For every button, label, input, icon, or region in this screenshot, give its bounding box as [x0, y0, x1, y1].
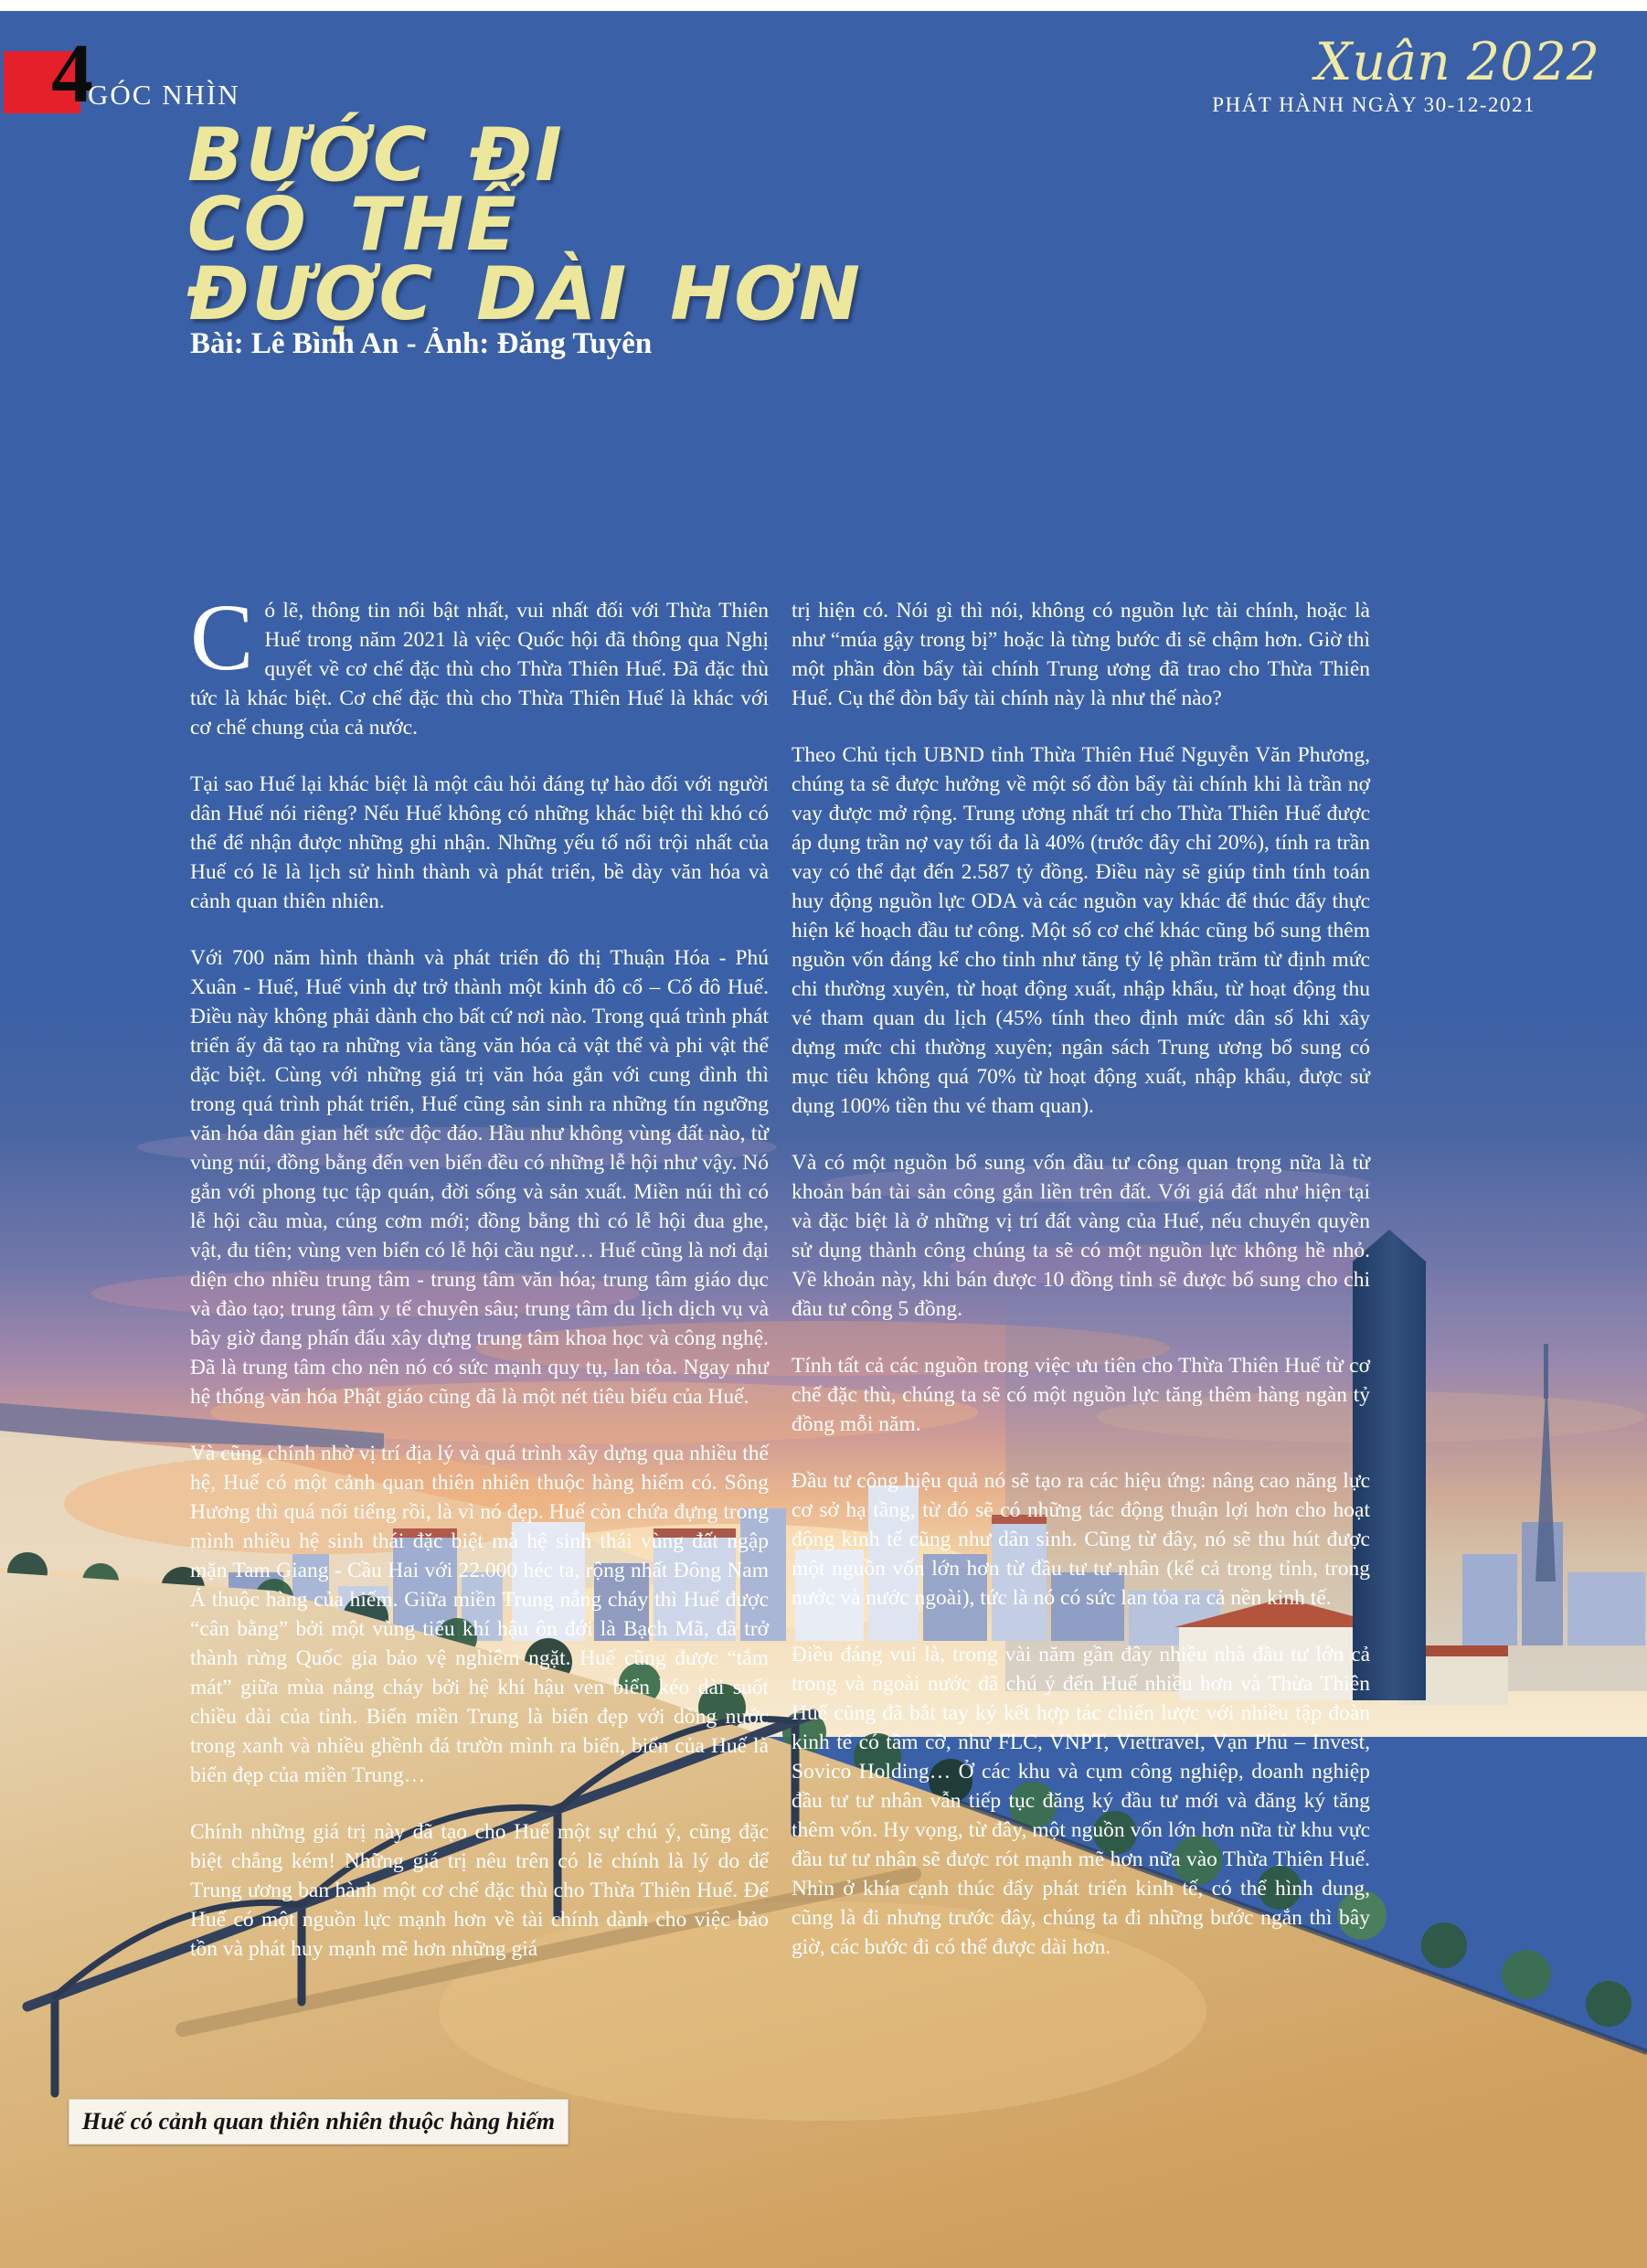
- photo-caption-box: [69, 2099, 568, 2145]
- paragraph: Tính tất cả các nguồn trong việc ưu tiên cho Thừa Thiên Huế từ cơ chế đặc thù, chúng ta sẽ có một nguồn lực tăng thêm hàng ngàn tỷ đồng mỗi năm.: [792, 1354, 1370, 1436]
- paragraph: Đầu tư công hiệu quả nó sẽ tạo ra các hiệu ứng: nâng cao năng lực cơ sở hạ tầng, từ đó sẽ có những tác động thuận lợi hơn cho hoạt động kinh tế cũng như dân sinh. Cũng từ đây, nó sẽ thu hút được một nguồn vốn lớn hơn từ đầu tư tư nhân (kể cả trong tỉnh, trong nước và nước ngoài), tức là nó có sức lan tỏa ra cả nền kinh tế.: [792, 1469, 1370, 1610]
- drop-cap: C: [190, 585, 254, 690]
- lead-paragraph: [190, 585, 769, 742]
- article-headline: [187, 112, 863, 336]
- paragraph: Chính những giá trị này đã tạo cho Huế một sự chú ý, cũng đặc biệt chẳng kém! Những giá trị nêu trên có lẽ chính là lý do để Trung ương ban hành một cơ chế đặc thù cho Thừa Thiên Huế. Để Huế có một nguồn lực mạnh hơn về tài chính dành cho việc bảo tồn và phát huy mạnh mẽ hơn những giá: [190, 1820, 769, 1961]
- article-column-left: [190, 585, 769, 1991]
- photo-caption: Huế có cảnh quan thiên nhiên thuộc hàng hiếm: [81, 2108, 556, 2135]
- headline-line-2: CÓ THỂ: [187, 182, 519, 267]
- byline: Bài: Lê Bình An - Ảnh: Đăng Tuyên: [190, 327, 653, 360]
- paragraph: Tại sao Huế lại khác biệt là một câu hỏi đáng tự hào đối với người dân Huế nói riêng? Nếu Huế không có những khác biệt thì khó có thể để nhận được những ghi nhận. Những yếu tố nổi trội nhất của Huế có lẽ là lịch sử hình thành và phát triển, bề dày văn hóa và cảnh quan thiên nhiên.: [190, 772, 769, 913]
- page-top-margin: [0, 0, 1647, 11]
- paragraph: Và có một nguồn bổ sung vốn đầu tư công quan trọng nữa là từ khoản bán tài sản công gắn liền trên đất. Với giá đất như hiện tại và đặc biệt là ở những vị trí đất vàng của Huế, nếu chuyển quyền sử dụng thành công chúng ta sẽ có một nguồn lực không hề nhỏ. Về khoản này, khi bán được 10 đồng tỉnh sẽ được bổ sung cho chi đầu tư công 5 đồng.: [792, 1151, 1370, 1321]
- headline-line-1: BƯỚC ĐI: [187, 112, 565, 197]
- article-column-right: [792, 596, 1370, 1989]
- paragraph: Và cũng chính nhờ vị trí địa lý và quá trình xây dựng qua nhiều thế hệ, Huế có một cảnh quan thiên nhiên thuộc hàng hiếm có. Sông Hương thì quá nổi tiếng rồi, là vì nó đẹp. Huế còn chứa đựng trong mình nhiều hệ sinh thái đặc biệt mà hệ sinh thái vùng đất ngập mặn Tam Giang - Cầu Hai với 22.000 héc ta, rộng nhất Đông Nam Á thuộc hàng của hiếm. Giữa miền Trung nắng cháy thì Huế được “cân bằng” bởi một vùng tiểu khí hậu ôn đới là Bạch Mã, đã trở thành rừng Quốc gia bảo vệ nghiêm ngặt. Huế cũng được “tắm mát” giữa mùa nắng cháy bởi hệ khí hậu ven biển kéo dài suốt chiều dài của tỉnh. Biển miền Trung là biển đẹp với dòng nước trong xanh và nhiều ghềnh đá trườn mình ra biển, biển của Huế là biển đẹp của miền Trung…: [190, 1442, 769, 1787]
- lead-text: ó lẽ, thông tin nổi bật nhất, vui nhất đối với Thừa Thiên Huế trong năm 2021 là việc Quốc hội đã thông qua Nghị quyết về cơ chế đặc thù cho Thừa Thiên Huế. Đã đặc thù tức là khác biệt. Cơ chế đặc thù cho Thừa Thiên Huế là khác với cơ chế chung của cả nước.: [190, 599, 769, 740]
- page-number: 4: [51, 27, 93, 120]
- paragraph: Điều đáng vui là, trong vài năm gần đây nhiều nhà đầu tư lớn cả trong và ngoài nước đã chú ý đến Huế nhiều hơn và Thừa Thiên Huế cũng đã bắt tay ký kết hợp tác chiến lược với nhiều tập đoàn kinh tế có tầm cỡ, như FLC, VNPT, Viettravel, Vạn Phú – Invest, Sovico Holding… Ở các khu và cụm công nghiệp, doanh nghiệp đầu tư tư nhân vẫn tiếp tục đăng ký đầu tư mới và đăng ký tăng thêm vốn. Hy vọng, từ đây, một nguồn vốn lớn hơn nữa từ khu vực đầu tư tư nhân sẽ được rót mạnh mẽ hơn nữa vào Thừa Thiên Huế. Nhìn ở khía cạnh thúc đẩy phát triển kinh tế, có thể hình dung, cũng là đi nhưng trước đây, chúng ta đi những bước ngắn thì bây giờ, các bước đi có thể được dài hơn.: [792, 1643, 1370, 1959]
- edition-label: Xuân 2022: [1314, 32, 1599, 92]
- headline-line-3: ĐƯỢC DÀI HƠN: [187, 251, 863, 336]
- paragraph: Với 700 năm hình thành và phát triển đô thị Thuận Hóa - Phú Xuân - Huế, Huế vinh dự trở thành một kinh đô cổ – Cố đô Huế. Điều này không phải dành cho bất cứ nơi nào. Trong quá trình phát triển ấy đã tạo ra những vỉa tầng văn hóa cả vật thể và phi vật thể đặc biệt. Cùng với những giá trị văn hóa gắn với cung đình thì trong quá trình phát triển, Huế cũng sản sinh ra những tín ngưỡng văn hóa dân gian hết sức độc đáo. Hầu như không vùng đất nào, từ vùng núi, đồng bằng đến ven biển đều có những lễ hội như vậy. Nó gắn với phong tục tập quán, đời sống và sản xuất. Miền núi thì có lễ hội cầu mùa, cúng cơm mới; đồng bằng thì có lễ hội đua ghe, vật, đu tiên; vùng ven biển có lễ hội cầu ngư… Huế cũng là nơi đại diện cho nhiều trung tâm - trung tâm văn hóa; trung tâm giáo dục và đào tạo; trung tâm y tế chuyên sâu; trung tâm du lịch dịch vụ và bây giờ đang phấn đấu xây dựng trung tâm khoa học và công nghệ. Đã là trung tâm cho nên nó có sức mạnh quy tụ, lan tỏa. Ngay như hệ thống văn hóa Phật giáo cũng đã là một nét tiêu biểu của Huế.: [190, 946, 769, 1409]
- publish-date-line: PHÁT HÀNH NGÀY 30-12-2021: [1212, 93, 1535, 116]
- paragraph: trị hiện có. Nói gì thì nói, không có nguồn lực tài chính, hoặc là như “múa gậy trong bị” hoặc là từng bước đi sẽ chậm hơn. Giờ thì một phần đòn bẩy tài chính Trung ương đã trao cho Thừa Thiên Huế. Cụ thể đòn bẩy tài chính này là như thế nào?: [792, 599, 1370, 710]
- paragraph: Theo Chủ tịch UBND tỉnh Thừa Thiên Huế Nguyễn Văn Phương, chúng ta sẽ được hưởng về một số đòn bẩy tài chính khi là trần nợ vay được mở rộng. Trung ương nhất trí cho Thừa Thiên Huế được áp dụng trần nợ vay tối đa là 40% (trước đây chỉ 20%), tính ra trần vay có thể đạt đến 2.587 tỷ đồng. Điều này sẽ giúp tỉnh tính toán huy động nguồn lực ODA và các nguồn vay khác để thúc đẩy thực hiện kế hoạch đầu tư công. Một số cơ chế khác cũng bổ sung thêm nguồn vốn đáng kể cho tỉnh như tăng tỷ lệ phần trăm từ định mức chi thường xuyên, từ hoạt động xuất, nhập khẩu, từ hoạt động thu vé tham quan du lịch (45% tính theo định mức dân số khi xây dựng mức chi thường xuyên; ngân sách Trung ương bổ sung có mục tiêu không quá 70% từ hoạt động xuất, nhập khẩu, được sử dụng 100% tiền thu vé tham quan).: [792, 743, 1370, 1118]
- section-title: GÓC NHÌN: [88, 79, 240, 111]
